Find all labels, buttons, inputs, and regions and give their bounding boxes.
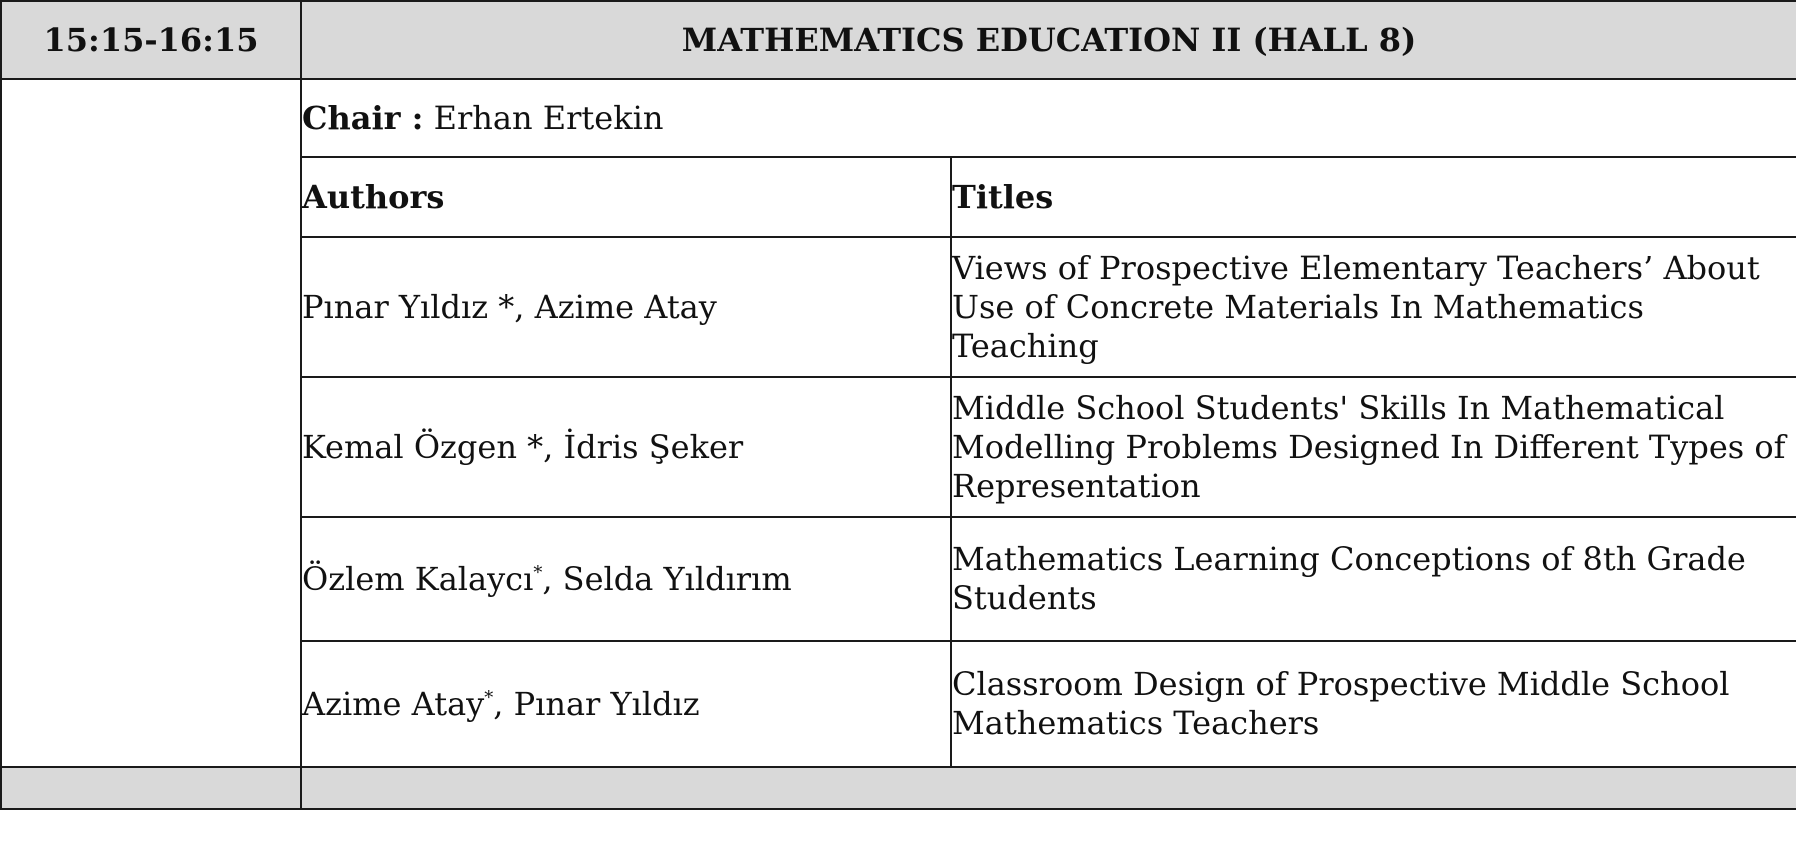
session-title: MATHEMATICS EDUCATION II (HALL 8) [301, 1, 1796, 79]
paper-title: Views of Prospective Elementary Teachers’ About Use of Concrete Materials In Mathematics Teaching [951, 237, 1796, 377]
author-presenter: Azime Atay [302, 684, 485, 723]
paper-authors: Pınar Yıldız *, Azime Atay [301, 237, 951, 377]
session-header-row [1, 1, 1796, 79]
paper-title: Middle School Students' Skills In Mathematical Modelling Problems Designed In Different Types of Representation [951, 377, 1796, 517]
paper-authors: Kemal Özgen *, İdris Şeker [301, 377, 951, 517]
chair-row [1, 79, 1796, 157]
chair-label: Chair : [302, 98, 424, 137]
next-session-title-cell [301, 767, 1796, 809]
authors-column-header: Authors [301, 157, 951, 237]
presenter-mark: * [484, 686, 494, 708]
paper-authors [301, 517, 951, 641]
author-coauthors: , Selda Yıldırım [542, 559, 792, 598]
paper-title: Mathematics Learning Conceptions of 8th Grade Students [951, 517, 1796, 641]
author-presenter: Özlem Kalaycı [302, 559, 534, 598]
chair-name: Erhan Ertekin [433, 98, 664, 137]
next-session-time-cell [1, 767, 301, 809]
titles-column-header: Titles [951, 157, 1796, 237]
paper-title: Classroom Design of Prospective Middle School Mathematics Teachers [951, 641, 1796, 767]
paper-authors [301, 641, 951, 767]
time-column-spacer [1, 79, 301, 767]
next-session-row [1, 767, 1796, 809]
chair-cell [301, 79, 1796, 157]
presenter-mark: * [533, 561, 543, 583]
author-coauthors: , Pınar Yıldız [493, 684, 700, 723]
session-time: 15:15-16:15 [1, 1, 301, 79]
